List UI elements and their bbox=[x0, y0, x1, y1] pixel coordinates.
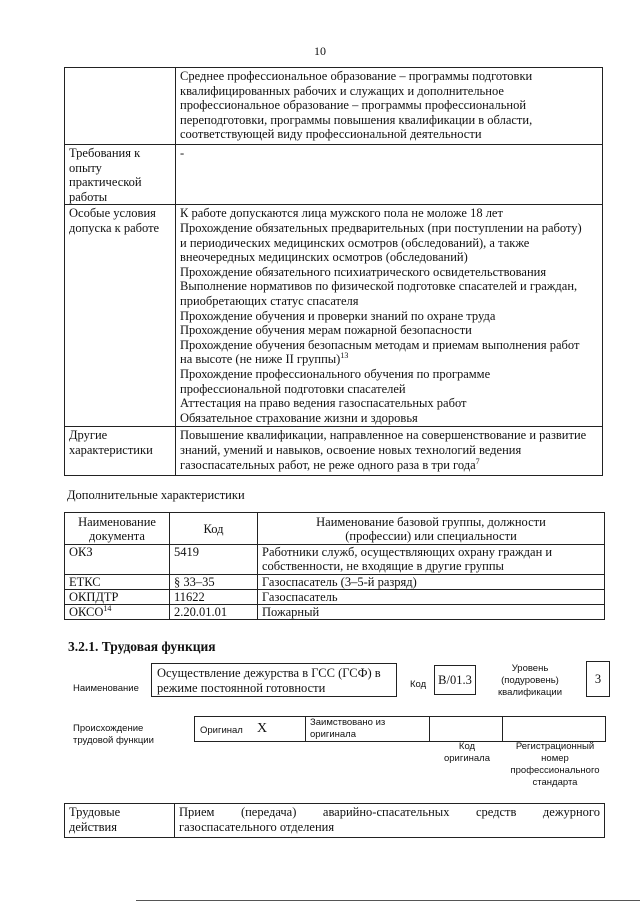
other-line: Повышение квалификации, направленное на совершенствование и развитие bbox=[180, 428, 587, 443]
conditions-line: и периодических медицинских осмотров (обследований), а также bbox=[180, 235, 530, 250]
other-cell bbox=[176, 427, 603, 476]
reg-number-line: профессионального bbox=[510, 765, 600, 776]
function-code-box: B/01.3 bbox=[434, 665, 476, 695]
borrowed-label-line: оригинала bbox=[310, 728, 357, 740]
education-line: соответствующей виду профессиональной деятельности bbox=[180, 127, 482, 142]
conditions-line: внеочередных медицинских осмотров (обследований) bbox=[180, 250, 468, 265]
scan-edge-line bbox=[136, 900, 640, 901]
conditions-line: Прохождение обучения мерам пожарной безопасности bbox=[180, 323, 472, 338]
labour-actions-table bbox=[64, 803, 605, 838]
other-last-text: газоспасательных работ, не реже одного раза в три года bbox=[180, 457, 476, 472]
actions-word: аварийно-спасательных bbox=[322, 805, 450, 819]
doc-text: ОКСО bbox=[69, 605, 104, 619]
actions-first-line bbox=[179, 805, 600, 820]
experience-label: практической bbox=[69, 175, 142, 190]
code-original-line: Код bbox=[458, 741, 476, 752]
actions-word: дежурного bbox=[542, 805, 600, 819]
education-line: профессиональное образование – программы профессиональной bbox=[180, 98, 527, 113]
doc-cell bbox=[65, 605, 170, 620]
conditions-line bbox=[180, 352, 598, 367]
conditions-line: профессиональной подготовки спасателей bbox=[180, 381, 406, 396]
function-name-line: Осуществление дежурства в ГСС (ГСФ) в bbox=[157, 666, 381, 680]
level-label-line: квалификации bbox=[497, 687, 563, 698]
level-box: 3 bbox=[586, 661, 610, 697]
code-label: Код bbox=[410, 679, 427, 690]
header-group-text: (профессии) или специальности bbox=[345, 528, 517, 543]
code-original-line: оригинала bbox=[443, 753, 490, 764]
other-label: характеристики bbox=[69, 442, 153, 457]
section-title: 3.2.1. Трудовая функция bbox=[68, 639, 216, 654]
reg-number-box bbox=[502, 716, 606, 742]
conditions-line: Обязательное страхование жизни и здоровья bbox=[180, 410, 418, 425]
conditions-line: Прохождение обучения и проверки знаний по охране труда bbox=[180, 308, 496, 323]
additional-characteristics-heading: Дополнительные характеристики bbox=[67, 488, 245, 502]
experience-label: опыту bbox=[69, 160, 102, 175]
table-row bbox=[65, 575, 605, 590]
level-label-line: (подуровень) bbox=[501, 675, 559, 686]
code-original-box bbox=[429, 716, 503, 742]
reg-number-line: номер bbox=[541, 753, 569, 764]
qualification-requirements-table bbox=[64, 67, 603, 476]
conditions-label: допуска к работе bbox=[69, 220, 160, 235]
reg-number-label bbox=[502, 741, 608, 789]
page-number: 10 bbox=[314, 44, 326, 58]
code-original-label bbox=[431, 741, 503, 765]
conditions-label-cell bbox=[65, 205, 176, 427]
actions-word: средств bbox=[475, 805, 517, 819]
other-label: Другие bbox=[69, 428, 108, 443]
footnote-marker: 7 bbox=[475, 456, 480, 466]
name-line: Работники служб, осуществляющих охрану граждан и bbox=[262, 545, 553, 559]
experience-label: работы bbox=[69, 189, 108, 204]
height-work-text: на высоте (не ниже II группы) bbox=[180, 352, 341, 367]
code-cell: 5419 bbox=[170, 545, 258, 575]
other-line: знаний, умений и навыков, освоение новых технологий ведения bbox=[180, 442, 522, 457]
actions-label: действия bbox=[69, 819, 117, 834]
name-cell: Газоспасатель (3–5-й разряд) bbox=[258, 575, 605, 590]
name-label: Наименование bbox=[73, 683, 139, 694]
footnote-marker: 13 bbox=[340, 351, 349, 361]
doc-cell: ОКПДТР bbox=[65, 590, 170, 605]
conditions-line: Прохождение обучения безопасным методам и приемам выполнения работ bbox=[180, 337, 580, 352]
header-document-text: Наименование bbox=[78, 514, 156, 529]
conditions-line: Аттестация на право ведения газоспасательных работ bbox=[180, 396, 467, 411]
table-row bbox=[65, 605, 605, 620]
doc-cell: ЕТКС bbox=[65, 575, 170, 590]
conditions-label: Особые условия bbox=[69, 206, 156, 221]
footnote-marker: 14 bbox=[103, 603, 112, 613]
education-cell bbox=[176, 68, 603, 145]
conditions-line: Прохождение обязательных предварительных (при поступлении на работу) bbox=[180, 220, 582, 235]
original-label: Оригинал bbox=[200, 725, 243, 736]
origin-label-line: трудовой функции bbox=[73, 735, 154, 746]
borrowed-cell bbox=[305, 716, 430, 742]
level-label bbox=[486, 663, 574, 699]
header-document bbox=[65, 513, 170, 545]
other-label-cell bbox=[65, 427, 176, 476]
experience-label: Требования к bbox=[69, 146, 141, 160]
reg-number-line: стандарта bbox=[532, 777, 578, 788]
origin-label bbox=[73, 723, 154, 747]
actions-word: (передача) bbox=[240, 805, 297, 819]
borrowed-label bbox=[310, 717, 385, 740]
code-cell: 11622 bbox=[170, 590, 258, 605]
original-cell bbox=[194, 716, 306, 742]
function-name-line: режиме постоянной готовности bbox=[157, 680, 326, 695]
name-cell: Газоспасатель bbox=[258, 590, 605, 605]
header-document-text: документа bbox=[89, 528, 145, 543]
reg-number-line: Регистрационный bbox=[515, 741, 595, 752]
experience-cell bbox=[176, 145, 603, 205]
level-label-line: Уровень bbox=[511, 663, 549, 674]
table-row bbox=[65, 590, 605, 605]
doc-cell: ОКЗ bbox=[65, 545, 170, 575]
actions-second-line: газоспасательного отделения bbox=[179, 819, 335, 834]
actions-cell bbox=[175, 804, 605, 838]
conditions-line: Прохождение обязательного психиатрического освидетельствования bbox=[180, 264, 547, 279]
education-line: переподготовки, программы повышения квалификации в области, bbox=[180, 112, 533, 127]
name-cell: Пожарный bbox=[258, 605, 605, 620]
header-group-text: Наименование базовой группы, должности bbox=[316, 514, 546, 529]
actions-word: Прием bbox=[179, 805, 215, 819]
conditions-line: К работе допускаются лица мужского пола не моложе 18 лет bbox=[180, 206, 503, 221]
actions-label-cell bbox=[65, 804, 175, 838]
code-cell: 2.20.01.01 bbox=[170, 605, 258, 620]
conditions-line: приобретающих статус спасателя bbox=[180, 293, 359, 308]
original-mark: X bbox=[257, 721, 268, 736]
header-group bbox=[258, 513, 605, 545]
education-label-cell bbox=[65, 68, 176, 145]
name-cell bbox=[258, 545, 605, 575]
header-code: Код bbox=[170, 513, 258, 545]
education-line: квалифицированных рабочих и служащих и дополнительное bbox=[180, 83, 504, 98]
name-line: собственности, не входящие в другие группы bbox=[262, 559, 504, 573]
actions-label: Трудовые bbox=[69, 805, 121, 819]
additional-characteristics-table bbox=[64, 512, 605, 620]
other-line bbox=[180, 458, 598, 473]
conditions-cell bbox=[176, 205, 603, 427]
function-name-box bbox=[151, 663, 397, 697]
conditions-line: Выполнение нормативов по физической подготовке спасателей и граждан, bbox=[180, 279, 578, 294]
experience-value: - bbox=[180, 146, 185, 160]
code-cell: § 33–35 bbox=[170, 575, 258, 590]
conditions-line: Прохождение профессионального обучения по программе bbox=[180, 366, 491, 381]
origin-label-line: Происхождение bbox=[73, 723, 144, 734]
experience-label-cell bbox=[65, 145, 176, 205]
table-row bbox=[65, 545, 605, 575]
borrowed-label-line: Заимствовано из bbox=[310, 717, 386, 728]
education-line: Среднее профессиональное образование – программы подготовки bbox=[180, 69, 533, 83]
